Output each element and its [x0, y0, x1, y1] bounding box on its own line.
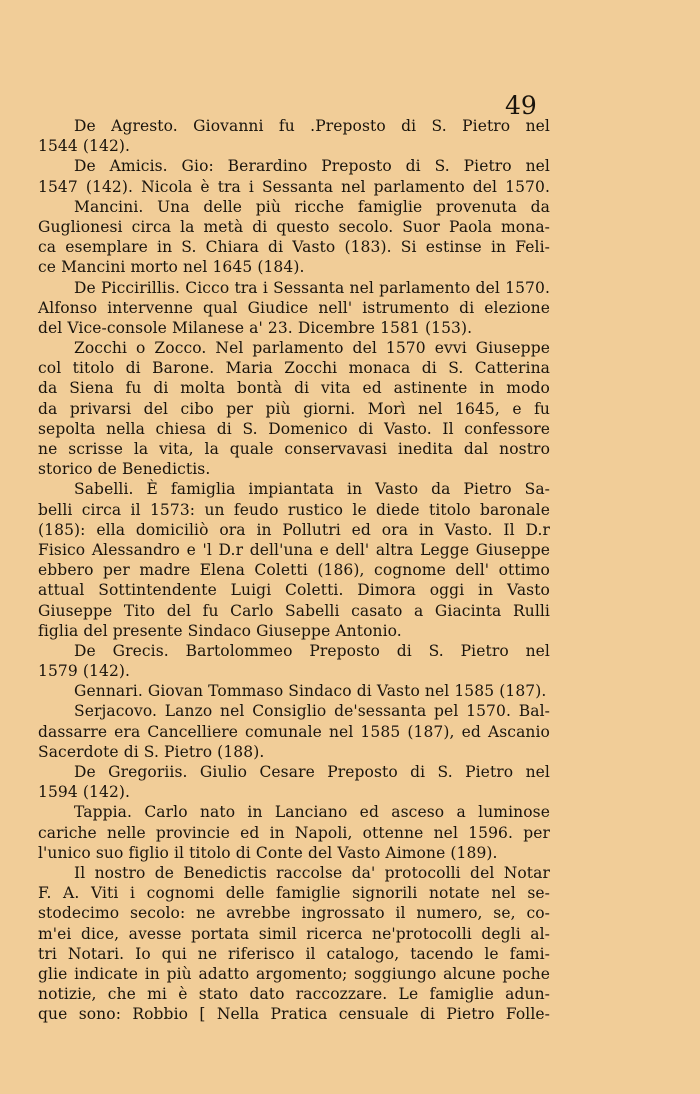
text-line: Guglionesi circa la metà di questo secolo. Suor Paola mona- — [38, 217, 550, 236]
text-line: 1579 (142). — [38, 662, 131, 681]
text-line: ca esemplare in S. Chiara di Vasto (183). Si estinse in Feli- — [38, 238, 550, 257]
text-line: De Agresto. Giovanni fu .Preposto di S. Pietro nel — [74, 117, 550, 135]
text-line: Il nostro de Benedictis raccolse da' protocolli del Notar — [74, 863, 550, 882]
text-line: glie indicate in più adatto argomento; soggiungo alcune poche — [38, 964, 550, 983]
text-line: 1594 (142). — [38, 783, 131, 802]
text-line: ce Mancini morto nel 1645 (184). — [38, 258, 305, 277]
text-line: ne scrisse la vita, la quale conservavasi inedita dal nostro — [38, 440, 550, 458]
text-line: Tappia. Carlo nato in Lanciano ed asceso a luminose — [74, 803, 550, 822]
text-line: da Siena fu di molta bontà di vita ed astinente in modo — [38, 379, 550, 398]
text-line: figlia del presente Sindaco Giuseppe Antonio. — [38, 621, 402, 640]
text-line: stodecimo secolo: ne avrebbe ingrossato il numero, se, co- — [38, 904, 550, 923]
text-line: del Vice-console Milanese a' 23. Dicembre 1581 (153). — [38, 318, 473, 337]
text-line: dassarre era Cancelliere comunale nel 1585 (187), ed Ascanio — [38, 722, 550, 741]
text-line: cariche nelle provincie ed in Napoli, ottenne nel 1596. per — [38, 823, 550, 842]
text-line: da privarsi del cibo per più giorni. Morì nel 1645, e fu — [38, 399, 550, 418]
text-line: ebbero per madre Elena Coletti (186), cognome dell' ottimo — [38, 561, 550, 580]
text-line: attual Sottintendente Luigi Coletti. Dimora oggi in Vasto — [38, 581, 550, 600]
text-line: Mancini. Una delle più ricche famiglie provenuta da — [74, 197, 550, 216]
text-line: sepolta nella chiesa di S. Domenico di Vasto. Il confessore — [38, 419, 550, 438]
text-line: Gennari. Giovan Tommaso Sindaco di Vasto nel 1585 (187). — [74, 682, 547, 701]
text-line: 1544 (142). — [38, 137, 131, 156]
page-text — [38, 116, 550, 1024]
text-line: Serjacovo. Lanzo nel Consiglio de'sessanta pel 1570. Bal- — [74, 702, 550, 721]
text-line: Zocchi o Zocco. Nel parlamento del 1570 evvi Giuseppe — [74, 339, 550, 358]
text-line: m'ei dice, avesse portata simil ricerca ne'protocolli degli al- — [38, 924, 550, 943]
text-line: Sacerdote di S. Pietro (188). — [38, 742, 265, 761]
text-line: notizie, che mi è stato dato raccozzare. Le famiglie adun- — [38, 985, 550, 1004]
text-line: storico de Benedictis. — [38, 460, 211, 479]
text-line: Fisico Alessandro e 'l D.r dell'una e dell' altra Legge Giuseppe — [38, 540, 550, 559]
text-line: 1547 (142). Nicola è tra i Sessanta nel parlamento del 1570. — [38, 177, 550, 196]
text-line: De Amicis. Gio: Berardino Preposto di S. Pietro nel — [74, 157, 550, 176]
text-line: tri Notari. Io qui ne riferisco il catalogo, tacendo le fami- — [38, 944, 550, 963]
text-line: Alfonso intervenne qual Giudice nell' istrumento di elezione — [38, 298, 550, 317]
text-line: l'unico suo figlio il titolo di Conte del Vasto Aimone (189). — [38, 843, 498, 862]
text-line: Sabelli. È famiglia impiantata in Vasto da Pietro Sa- — [74, 480, 550, 499]
text-line: col titolo di Barone. Maria Zocchi monaca di S. Catterina — [38, 359, 550, 378]
text-line: De Grecis. Bartolommeo Preposto di S. Pietro nel — [74, 641, 550, 660]
text-line: (185): ella domiciliò ora in Pollutri ed ora in Vasto. Il D.r — [38, 520, 550, 539]
text-line: belli circa il 1573: un feudo rustico le diede titolo baronale — [38, 500, 550, 519]
text-line: De Gregoriis. Giulio Cesare Preposto di S. Pietro nel — [74, 763, 550, 781]
text-line: Giuseppe Tito del fu Carlo Sabelli casato a Giacinta Rulli — [38, 601, 550, 620]
page-number: 49 — [505, 91, 537, 120]
text-line: F. A. Viti i cognomi delle famiglie signorili notate nel se- — [38, 884, 550, 903]
text-line: De Piccirillis. Cicco tra i Sessanta nel parlamento del 1570. — [74, 278, 550, 297]
text-line: que sono: Robbio [ Nella Pratica censuale di Pietro Folle- — [38, 1005, 550, 1024]
